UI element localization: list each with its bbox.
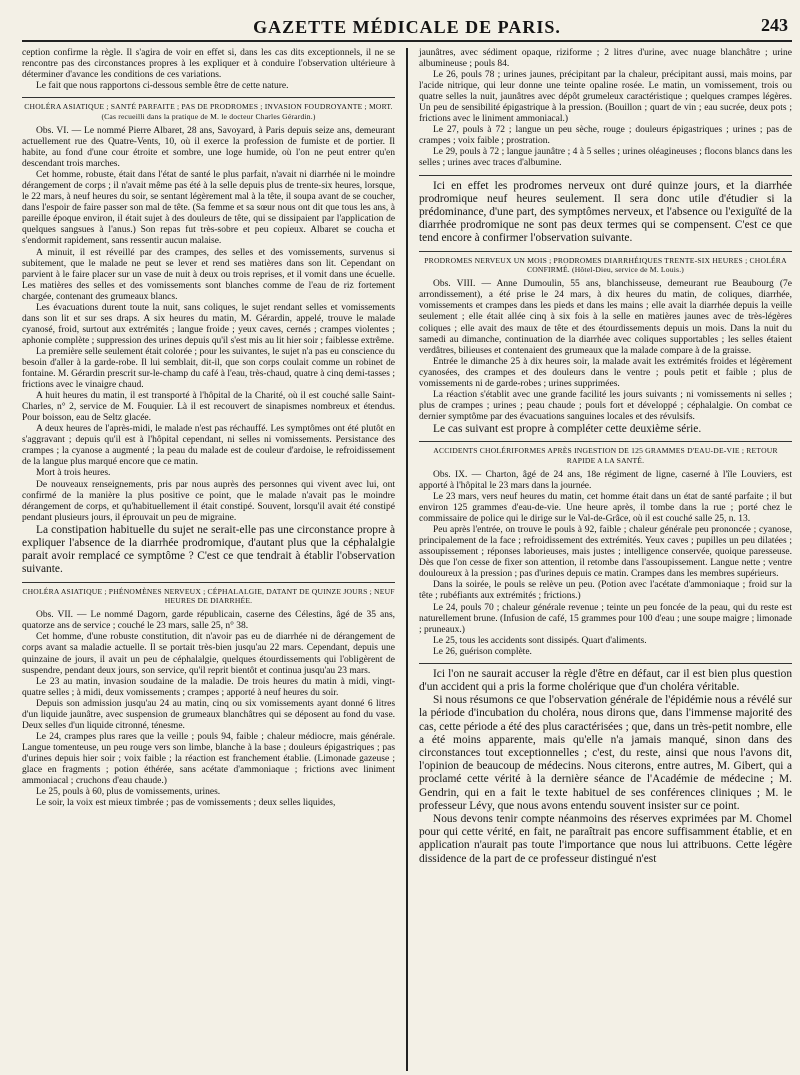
paragraph: Le 23 au matin, invasion soudaine de la maladie. De trois heures du matin à midi, vingt-quatre selles ; à midi, deux vomissements ; crampes ; apporté à neuf heures du soir. bbox=[22, 676, 396, 698]
paragraph: Le soir, la voix est mieux timbrée ; pas de vomissements ; deux selles liquides, bbox=[36, 798, 336, 809]
right-column bbox=[409, 48, 792, 1071]
paragraph: La réaction s'établit avec une grande facilité les jours suivants ; ni vomissements ni selles ; plus de crampes ; urines ; peau chaude ; pouls fort et développé ; céphalalgie. On combat ce dernier symptôme par des évacuations sanguines locales et des révulsifs. bbox=[418, 389, 793, 422]
column-rule bbox=[406, 48, 408, 1071]
section-heading: CHOLÉRA ASIATIQUE ; PHÉNOMÈNES NERVEUX ; CÉPHALALGIE, DATANT DE QUINZE JOURS ; NEUF HEURES DE DIARRHÉE. bbox=[22, 586, 395, 605]
separator bbox=[22, 582, 395, 583]
paragraph: Le 24, pouls 70 ; chaleur générale revenue ; teinte un peu foncée de la peau, qui du reste est naturellement brune. (Infusion de café, 15 grammes pour 100 d'eau ; une soupe maigre ; limonade ; pruneaux.) bbox=[418, 602, 793, 635]
observation-paragraph: Obs. VII. — Le nommé Dagorn, garde républicain, caserne des Célestins, âgé de 35 ans, quatorze ans de service ; couché le 23 mars, salle 25, n° 38. bbox=[22, 610, 396, 632]
separator bbox=[22, 97, 395, 98]
paragraph: jaunâtres, avec sédiment opaque, riziforme ; 2 litres d'urine, avec nuage blanchâtre ; urine albumineuse ; pouls 84. bbox=[418, 48, 793, 70]
commentary-paragraph: La constipation habituelle du sujet ne serait-elle pas une circonstance propre à expliquer l'absence de la diarrhée prodromique, d'autant plus que la céphalalgie parait avoir remplacé ce symptôme ? C'est ce que tendrait à établir l'observation suivante. bbox=[22, 523, 396, 576]
page-number: 243 bbox=[761, 15, 788, 35]
paragraph: Mort à trois heures. bbox=[36, 468, 111, 479]
paragraph: Le 25, pouls à 60, plus de vomissements, urines. bbox=[36, 787, 221, 798]
paragraph: Le 29, pouls à 72 ; langue jaunâtre ; 4 à 5 selles ; urines oléagineuses ; flocons blancs dans les selles ; urines avec traces d'albumine. bbox=[418, 147, 793, 169]
paragraph: Cet homme, d'une robuste constitution, dit n'avoir pas eu de diarrhée ni de dérangement de corps avant sa maladie actuelle. Il se portait très-bien jusqu'au 22 mars. Cependant, depuis une quinzaine de jours, il avait un peu de céphalalgie, quelques étourdissements qui l'obligèrent de suspendre, pendant deux jours, son service, qu'il reprit bientôt et continua jusqu'au 23 mars. bbox=[22, 632, 396, 676]
paragraph: Le 26, guérison complète. bbox=[432, 646, 532, 657]
journal-title: GAZETTE MÉDICALE DE PARIS. bbox=[253, 17, 561, 37]
paragraph: Depuis son admission jusqu'au 24 au matin, cinq ou six vomissements ayant donné 6 litres d'un liquide jaunâtre, avec suspension de grumeaux blanchâtres qui se déposent au fond du vase. Deux selles d'un liquide citronné, ténesme. bbox=[22, 698, 396, 731]
commentary-paragraph: Nous devons tenir compte néanmoins des réserves exprimées par M. Chomel pour qui cette vérité, en fait, ne paraîtrait pas encore suffisamment établie, et en application n'aurait pas toute l'importance que nous lui attribuons. Cette légère dissidence de la part de ce professeur distingué n'est bbox=[418, 813, 793, 865]
paragraph: Cet homme, robuste, était dans l'état de santé le plus parfait, n'avait ni diarrhée ni le moindre dérangement de corps ; il n'avait même pas été à la selle depuis plus de trente-six heures, lorsque, le 22 mars, à neuf heures du soir, se sentant légèrement mal à la tête, il soupa avant de se coucher, dans l'espoir de faire passer son mal de tête. (Sa femme et sa sœur nous ont dit que tous les ans, à pareille époque environ, il était sujet à des douleurs de tête, qui se dissipaient par l'application de quelques sangsues à l'anus.) Son repas fut très-sobre et peu copieux. Albaret se coucha et s'endormit rapidement, sans ressentir aucun malaise. bbox=[22, 170, 396, 247]
section-heading: ACCIDENTS CHOLÉRIFORMES APRÈS INGESTION DE 125 GRAMMES D'EAU-DE-VIE ; RETOUR RAPIDE A LA SANTÉ. bbox=[433, 446, 778, 465]
separator bbox=[419, 441, 792, 442]
paragraph: Le 26, pouls 78 ; urines jaunes, précipitant par la chaleur, précipitant aussi, mais moins, par l'acide nitrique, qui leur donne une teinte opaline rosée. Le matin, un vomissement, trois ou quatre selles la nuit, jaunâtres avec dépôt grumeleux caractéristique ; quelques crampes légères. Un peu de sensibilité épigastrique à la pression. (Bouillon ; quart de vin ; eau sucrée, deux pots ; frictions avec le liniment ammoniacal.) bbox=[418, 70, 793, 125]
page-header bbox=[22, 0, 792, 42]
paragraph: Le 27, pouls à 72 ; langue un peu sèche, rouge ; douleurs épigastriques ; urines ; pas de crampes ; voix faible ; prostration. bbox=[418, 125, 793, 147]
commentary-paragraph: Le cas suivant est propre à compléter cette deuxième série. bbox=[432, 422, 702, 435]
paragraph: Dans la soirée, le pouls se relève un peu. (Potion avec l'acétate d'ammoniaque ; froid sur la tête ; rubéfiants aux extrémités ; frictions.) bbox=[418, 580, 793, 602]
commentary-paragraph: Ici l'on ne saurait accuser la règle d'être en défaut, car il est bien plus question d'un accident qui a pris la forme cholérique que d'un choléra véritable. bbox=[418, 667, 793, 693]
paragraph: A huit heures du matin, il est transporté à l'hôpital de la Charité, où il est couché salle Saint-Charles, n° 2, service de M. Fouquier. Là il est recouvert de sinapismes nombreux et étendus. Pour boisson, eau de Seltz glacée. bbox=[22, 391, 396, 424]
separator bbox=[419, 175, 792, 176]
paragraph: ception confirme la règle. Il s'agira de voir en effet si, dans les cas dits exceptionnels, il ne se rencontre pas des circonstances propres à les expliquer et à conduire l'observation ultérieure à déterminer d'avance les conditions de ces variations. bbox=[22, 48, 396, 81]
paragraph: Peu après l'entrée, on trouve le pouls à 92, faible ; chaleur générale peu prononcée ; cyanose, principalement de la face ; refroidissement des extrémités. Yeux caves ; pupilles un peu dilatées ; assoupissement ; réponses laborieuses, mais justes ; intelligence conservée, quoique paresseuse. Dès que l'on cesse de fixer son attention, il retombe dans l'assoupissement. Langue nette ; ventre douloureux à la pression ; pas d'urines depuis ce matin. Crampes dans les membres supérieurs. bbox=[418, 525, 793, 580]
commentary-paragraph: Ici en effet les prodromes nerveux ont duré quinze jours, et la diarrhée prodromique neuf heures seulement. Il sera donc utile d'étudier si la prédominance, d'une part, des symptômes nerveux, et l'absence ou l'exiguïté de la diarrhée prodromique ne sont pas deux termes qui se compensent. C'est ce que tend encore à confirmer l'observation suivante. bbox=[418, 179, 793, 245]
section-heading: PRODROMES NERVEUX UN MOIS ; PRODROMES DIARRHÉIQUES TRENTE-SIX HEURES ; CHOLÉRA CONFIRMÉ. (Hôtel-Dieu, service de M. Louis.) bbox=[424, 255, 787, 274]
paragraph: Le fait que nous rapportons ci-dessous semble être de cette nature. bbox=[36, 81, 289, 92]
observation-paragraph: Obs. VI. — Le nommé Pierre Albaret, 28 ans, Savoyard, à Paris depuis seize ans, demeurant actuellement rue des Quatre-Vents, 10, où il exerce la profession de fumiste et de portier. Il habite, au fond d'une cour étroite et sombre, une loge humide, où l'on ne peut entrer qu'en descendant trois marches. bbox=[22, 126, 396, 170]
observation-paragraph: Obs. IX. — Charton, âgé de 24 ans, 18e régiment de ligne, caserné à l'île Louviers, est apporté à l'hôpital le 23 mars dans la journée. bbox=[418, 469, 793, 492]
paragraph: De nouveaux renseignements, pris par nous auprès des personnes qui vivent avec lui, ont confirmé de la manière la plus positive ce point, que le malade n'avait pas le moindre dérangement de corps, et qu'habituellement il était constipé. Souvent, lorsqu'il avait été constipé pendant plusieurs jours, il éprouvait un peu de migraine. bbox=[22, 479, 396, 523]
observation-paragraph: Obs. VIII. — Anne Dumoulin, 55 ans, blanchisseuse, demeurant rue Beaubourg (7e arrondissement), a été prise le 24 mars, à dix heures du matin, de coliques, diarrhée, vomissements et crampes dans les pieds et dans les mains ; elle avait la diarrhée depuis la veille seulement ; elle était allée cinq à six fois à la selle en matières jaunes avec de très-légères coliques ; elle avait des maux de tête et des étourdissements depuis un mois. Dans la nuit du samedi au dimanche, continuation de la diarrhée avec coliques supportables ; les selles étaient verdâtres, bilieuses et contenaient des grumeaux que la malade compare à de la graisse. bbox=[418, 279, 793, 356]
commentary-paragraph: Si nous résumons ce que l'observation générale de l'épidémie nous a révélé sur la période d'incubation du choléra, nous dirons que, dans l'immense majorité des cas, cette période a été des plus caractérisées ; que, dans un très-petit nombre, elle a été moins apparente, mais qu'elle n'a jamais manqué, sinon dans des circonstances tout exceptionnelles ; c'est, du reste, ainsi que nous l'avons dit, l'opinion de beaucoup de médecins. Nous citerons, entre autres, M. Gibert, qui a proclamé cette vérité à la dernière séance de l'Académie de médecine ; M. Gendrin, qui en a fait le texte habituel de ses conférences cliniques ; M. le professeur Lévy, que nous avons entendu souvent insister sur ce point. bbox=[418, 694, 793, 812]
separator bbox=[419, 251, 792, 252]
text-columns bbox=[22, 48, 792, 1071]
paragraph: La première selle seulement était colorée ; pour les suivantes, le sujet n'a pas eu conscience du besoin d'aller à la garde-robe. Il lui semblait, dit-il, que son corps coulait comme un robinet de fontaine. M. Gérardin prescrit sur-le-champ du café à l'eau, très-chaud, quatre à cinq demi-tasses ; frictions avec le vinaigre chaud. bbox=[22, 346, 396, 391]
paragraph: A minuit, il est réveillé par des crampes, des selles et des vomissements, survenus si subitement, que le malade ne peut se lever et rend ses matières dans son lit. Cependant on parvient à le faire placer sur un vase de nuit à deux ou trois reprises, et il vomit dans une écuelle. Les matières des selles et des vomissements sont blanches comme de l'eau de riz fortement chargée, contenant des grumeaux blancs. bbox=[22, 247, 396, 302]
paragraph: A deux heures de l'après-midi, le malade n'est pas réchauffé. Les symptômes ont été plutôt en s'aggravant ; depuis qu'il est à l'hôpital cependant, ni selles ni vomissements. Persistance des crampes ; la cyanose a augmenté ; la peau du malade est de couleur d'ardoise, le refroidissement de la langue plus marqué encore que ce matin. bbox=[22, 424, 396, 468]
left-column bbox=[22, 48, 405, 1071]
paragraph: Entrée le dimanche 25 à dix heures soir, la malade avait les extrémités froides et légèrement cyanosées, des crampes et des douleurs dans le ventre ; pouls petit et faible ; plus de vomissements ni de garde-robes ; urines supprimées. bbox=[418, 356, 793, 389]
paragraph: Le 25, tous les accidents sont dissipés. Quart d'aliments. bbox=[432, 635, 647, 646]
section-heading: CHOLÉRA ASIATIQUE ; SANTÉ PARFAITE ; PAS DE PRODROMES ; INVASION FOUDROYANTE ; MORT. (Cas recueilli dans la pratique de M. le docteur Charles Gérardin.) bbox=[24, 102, 393, 121]
paragraph: Le 24, crampes plus rares que la veille ; pouls 94, faible ; chaleur médiocre, mais générale. Langue tomenteuse, un peu rouge vers son limbe, blanche à la base ; douleurs épigastriques ; pas d'urines depuis hier soir ; voix faible ; la réaction est franchement établie. (Limonade gazeuse ; glace en fragments ; potion éthérée, sans acétate d'ammoniaque ; frictions avec liniment ammoniacal ; cruchons d'eau chaude.) bbox=[22, 731, 396, 787]
paragraph: Le 23 mars, vers neuf heures du matin, cet homme était dans un état de santé parfaite ; il but environ 125 grammes d'eau-de-vie. Une heure après, il tombe dans la rue ; porté chez le commissaire de police qui le dirige sur le Val-de-Grâce, où il est couché salle 25, n. 13. bbox=[418, 492, 793, 525]
separator bbox=[419, 663, 792, 664]
paragraph: Les évacuations durent toute la nuit, sans coliques, le sujet rendant selles et vomissements dans son lit et sur ses draps. A six heures du matin, M. Gérardin, appelé, trouve le malade cyanosé, froid, surtout aux extrémités ; langue froide ; yeux caves, cernés ; crampes violentes ; aphonie complète ; suppression des urines depuis qu'il s'est mis au lit hier soir ; faiblesse extrême. bbox=[22, 302, 396, 346]
